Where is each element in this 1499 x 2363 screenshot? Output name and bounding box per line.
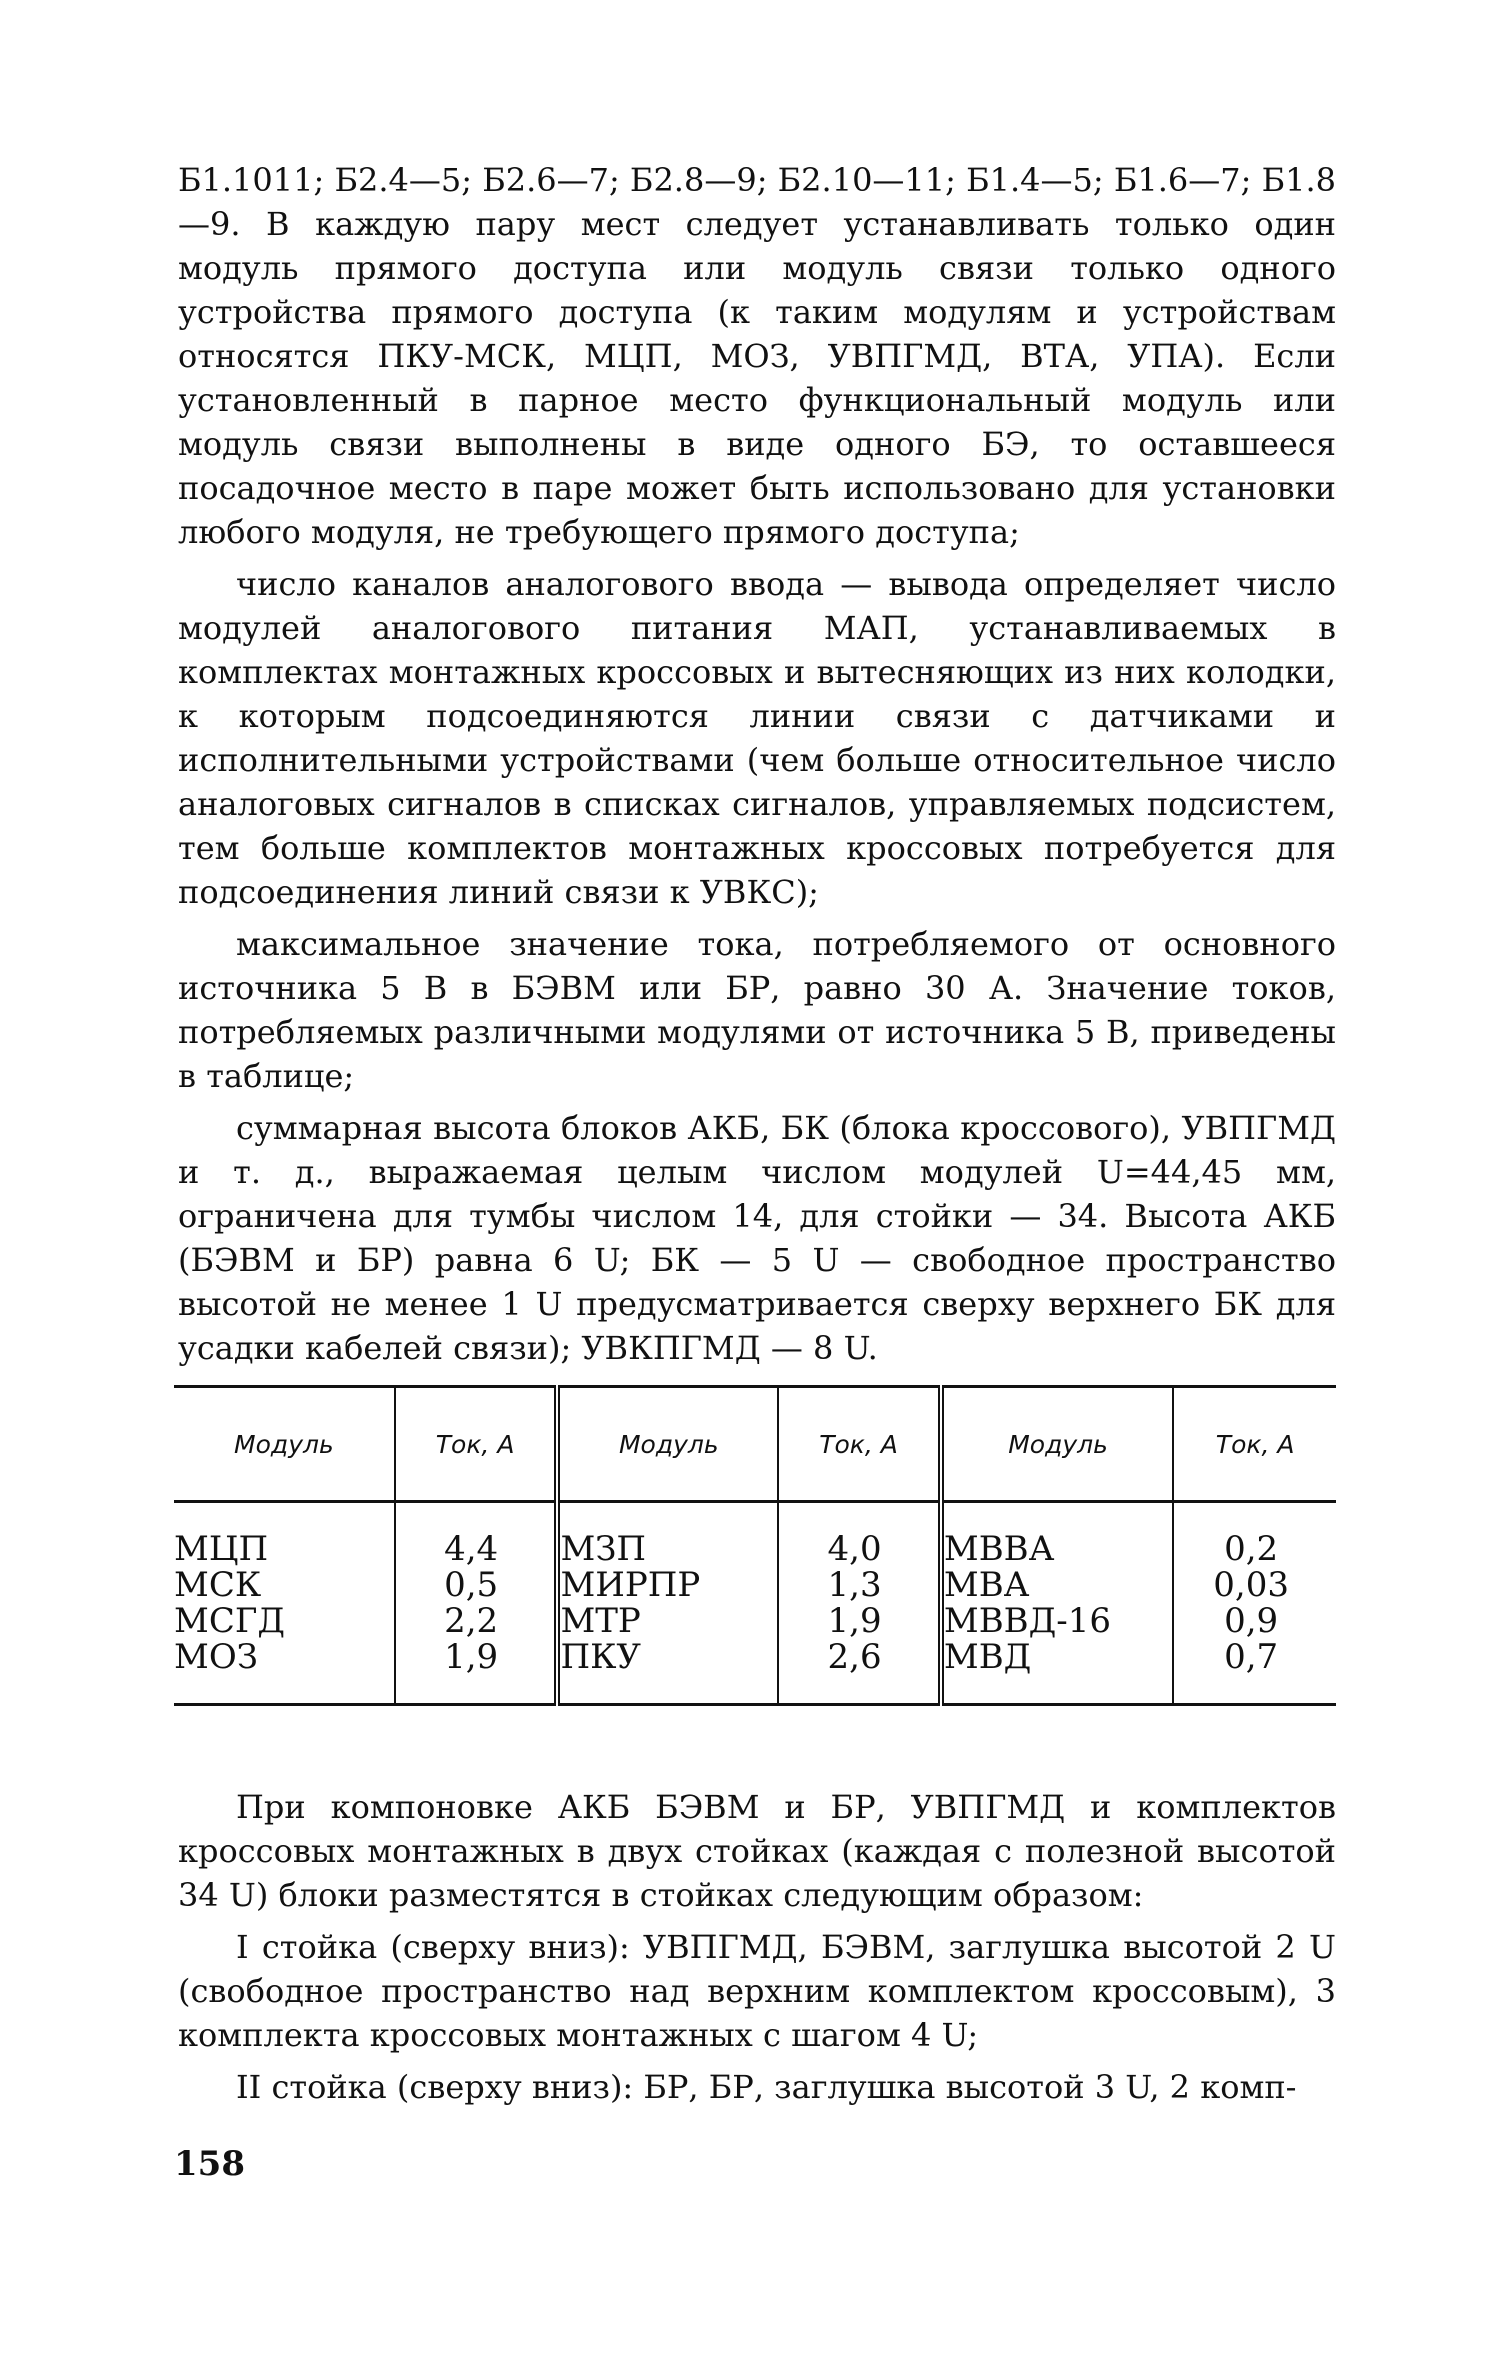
current-cell-group-2: 4,0 1,3 1,9 2,6 (778, 1502, 941, 1705)
paragraph-total-height: суммарная высота блоков АКБ, БК (блока кроссового), УВПГМД и т. д., выражаемая целым числом модулей U=44,45 мм, ограничена для тумбы числом 14, для стойки — 34. Высота АКБ (БЭВМ и БР) равна 6 U; БК — 5 U — свободное пространство высотой не менее 1 U предусматривается сверху верхнего БК для усадки кабелей связи); УВКПГМД — 8 U. (178, 1109, 1336, 1367)
col-header-module-1: Модуль (174, 1387, 395, 1502)
current-table-container (174, 1385, 1336, 1706)
paragraph-rack-1: I стойка (сверху вниз): УВПГМД, БЭВМ, заглушка высотой 2 U (свободное пространство над верхним комплектом кроссовым), 3 комплекта кроссовых монтажных с шагом 4 U; (178, 1928, 1336, 2054)
module-cell-group-2: МЗП МИРПР МТР ПКУ (557, 1502, 778, 1705)
module-cell-group-3: МВВА МВА МВВД-16 МВД (941, 1502, 1173, 1705)
page-number: 158 (174, 2144, 245, 2184)
body-text-top (178, 158, 1336, 1370)
current-cell-group-3: 0,2 0,03 0,9 0,7 (1173, 1502, 1336, 1705)
module-current-table (174, 1385, 1336, 1706)
table-row (174, 1502, 1336, 1705)
col-header-module-3: Модуль (941, 1387, 1173, 1502)
paragraph-analog-channels: число каналов аналогового ввода — вывода определяет число модулей аналогового питания МАП, устанавливаемых в комплектах монтажных кроссовых и вытесняющих из них колодки, к которым подсоединяются линии связи с датчиками и исполнительными устройствами (чем больше относительное число аналоговых сигналов в списках сигналов, управляемых подсистем, тем больше комплектов монтажных кроссовых потребуется для подсоединения линий связи к УВКС); (178, 565, 1336, 911)
paragraph-slots: Б1.1011; Б2.4—5; Б2.6—7; Б2.8—9; Б2.10—11; Б1.4—5; Б1.6—7; Б1.8—9. В каждую пару мест следует устанавливать только один модуль прямого доступа или модуль связи только одного устройства прямого доступа (к таким модулям и устройствам относятся ПКУ-МСК, МЦП, МОЗ, УВПГМД, ВТА, УПА). Если установленный в парное место функциональный модуль или модуль связи выполнены в виде одного БЭ, то оставшееся посадочное место в паре может быть использовано для установки любого модуля, не требующего прямого доступа; (178, 161, 1336, 551)
table-header-row (174, 1387, 1336, 1502)
col-header-current-1: Ток, А (395, 1387, 558, 1502)
body-text-bottom (178, 1785, 1336, 2109)
col-header-module-2: Модуль (557, 1387, 778, 1502)
paragraph-layout-intro: При компоновке АКБ БЭВМ и БР, УВПГМД и комплектов кроссовых монтажных в двух стойках (каждая с полезной высотой 34 U) блоки разместятся в стойках следующим образом: (178, 1788, 1336, 1914)
current-cell-group-1: 4,4 0,5 2,2 1,9 (395, 1502, 558, 1705)
paragraph-rack-2: II стойка (сверху вниз): БР, БР, заглушка высотой 3 U, 2 комп- (236, 2068, 1297, 2106)
module-cell-group-1: МЦП МСК МСГД МОЗ (174, 1502, 395, 1705)
col-header-current-3: Ток, А (1173, 1387, 1336, 1502)
paragraph-max-current: максимальное значение тока, потребляемого от основного источника 5 В в БЭВМ или БР, равно 30 А. Значение токов, потребляемых различными модулями от источника 5 В, приведены в таблице; (178, 925, 1336, 1095)
col-header-current-2: Ток, А (778, 1387, 941, 1502)
